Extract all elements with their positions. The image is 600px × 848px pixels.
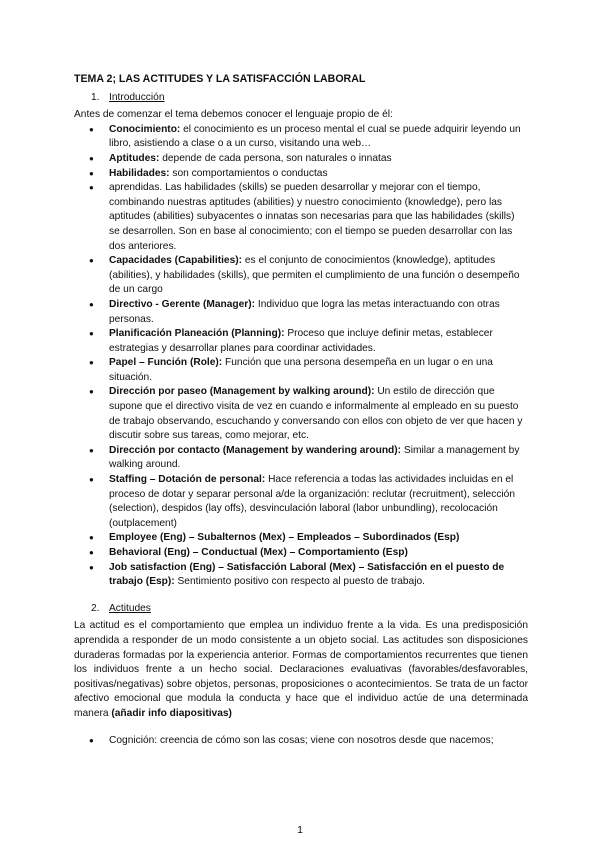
term: Conocimiento: [109, 123, 181, 135]
spacer [74, 590, 528, 602]
list-item [109, 123, 528, 152]
list-item [109, 473, 528, 531]
definition: Proceso que incluye definir metas, establecer estrategias y desarrollar planes para coordinar actividades. [109, 328, 493, 354]
actitudes-list [74, 734, 528, 749]
list-item [109, 531, 528, 546]
list-item [109, 444, 528, 473]
list-item [109, 254, 528, 298]
spacer [74, 722, 528, 734]
document-title: TEMA 2; LAS ACTITUDES Y LA SATISFACCIÓN LABORAL [74, 73, 366, 85]
term: Employee (Eng) – Subalternos (Mex) – Empleados – Subordinados (Esp) [109, 532, 460, 544]
glossary-list [74, 123, 528, 590]
definition: Sentimiento positivo con respecto al puesto de trabajo. [174, 576, 425, 588]
actitudes-paragraph [74, 619, 528, 721]
list-item [109, 356, 528, 385]
definition: son comportamientos o conductas [169, 167, 328, 179]
term: Papel – Función (Role): [109, 357, 223, 369]
paragraph-text: La actitud es el comportamiento que emplea un individuo frente a la vida. Es una predisposición aprendida a responder de un modo consistente a un objeto social. Las actitudes son disposiciones duraderas formadas por la experiencia anterior. Formas de comportamientos recurrentes que tienen los individuos frente a un hecho social. Declaraciones evaluativas (favorables/desfavorables, positivas/negativas) sobre objetos, personas, proposiciones o acontecimientos. Se trata de un factor afectivo emocional que modula la conducta y hace que el individuo actúe de una determinada manera [74, 620, 528, 719]
term: Habilidades: [109, 167, 170, 179]
definition: Individuo que logra las metas interactuando con otras personas. [109, 298, 500, 325]
term: Directivo - Gerente (Manager): [109, 298, 256, 310]
page-number: 1 [297, 824, 303, 836]
definition: Un estilo de dirección que supone que el directivo visita de vez en cuando e informalmente al empleado en su puesto de trabajo observando, escuchando y conversando con ellos con objeto de ver que hacen y discutir sobre sus tareas, como mejorar, etc. [109, 386, 523, 442]
term: Job satisfaction (Eng) – Satisfacción Laboral (Mex) – Satisfacción en el puesto de trabajo (Esp): [109, 561, 505, 588]
term: Staffing – Dotación de personal: [109, 474, 266, 486]
section-heading-introduccion [91, 91, 528, 106]
term: Aptitudes: [109, 152, 160, 164]
list-item [109, 561, 528, 590]
section-title: Actitudes [109, 602, 151, 614]
document-page [74, 72, 528, 748]
list-item [109, 181, 528, 254]
definition: depende de cada persona, son naturales o innatas [159, 152, 392, 164]
definition: Similar a management by walking around. [109, 444, 520, 471]
intro-sentence: Antes de comenzar el tema debemos conocer el lenguaje propio de él: [74, 109, 393, 121]
section-number: 1. [91, 91, 100, 103]
section-number: 2. [91, 602, 100, 614]
list-item [109, 152, 528, 167]
list-item [109, 385, 528, 443]
term: Planificación Planeación (Planning): [109, 328, 285, 340]
list-item [109, 167, 528, 182]
definition: Función que una persona desempeña en un lugar o en una situación. [109, 357, 493, 383]
list-item [109, 327, 528, 356]
definition: Cognición: creencia de cómo son las cosas; viene con nosotros desde que nacemos; [109, 734, 494, 746]
term: Dirección por contacto (Management by wandering around): [109, 444, 402, 456]
list-item [109, 298, 528, 327]
definition: Hace referencia a todas las actividades incluidas en el proceso de dotar y separar personal a/de la organización: reclutar (recruitment), selección (selection), despidos (lay offs), desvinculación laboral (labor unbundling), recolocación (outplacement) [109, 474, 516, 529]
paragraph-note: (añadir info diapositivas) [111, 707, 232, 719]
term: Capacidades (Capabilities): [109, 255, 243, 267]
section-heading-actitudes [91, 602, 528, 617]
section-title: Introducción [109, 91, 165, 103]
definition: es el conjunto de conocimientos (knowledge), aptitudes (abilities), y habilidades (skills), que permiten el cumplimiento de una función o desempeño de un cargo [109, 255, 520, 296]
definition: el conocimiento es un proceso mental el cual se puede adquirir leyendo un libro, asistiendo a clase o a un curso, visitando una web… [109, 123, 521, 150]
definition: aprendidas. Las habilidades (skills) se pueden desarrollar y mejorar con el tiempo, combinando nuestras aptitudes (abilities) y nuestro conocimiento (knowledge), pero las aptitudes (abilities) subyacentes o innatas son necesarias para que las habilidades (skills) se desarrollen. Son en base al conocimiento; con el tiempo se pueden desarrollar con las dos anteriores. [109, 182, 515, 252]
term: Behavioral (Eng) – Conductual (Mex) – Comportamiento (Esp) [109, 547, 408, 558]
term: Dirección por paseo (Management by walking around): [109, 386, 375, 398]
list-item [109, 546, 528, 561]
list-item [109, 734, 528, 749]
